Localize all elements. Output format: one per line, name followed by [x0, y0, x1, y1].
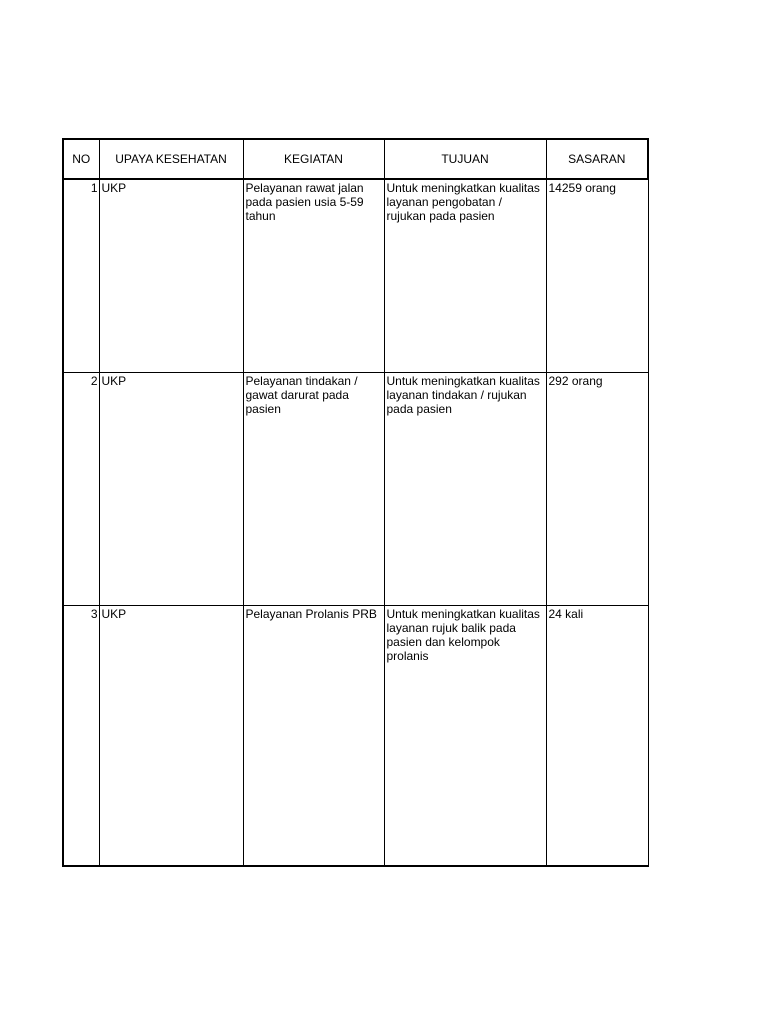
cell-kegiatan: Pelayanan tindakan / gawat darurat pada pasien [243, 372, 384, 605]
cell-upaya-kesehatan: UKP [99, 179, 243, 372]
cell-tujuan: Untuk meningkatkan kualitas layanan rujuk balik pada pasien dan kelompok prolanis [384, 605, 546, 866]
table-body [63, 179, 648, 866]
header-upaya-kesehatan: UPAYA KESEHATAN [99, 139, 243, 179]
cell-kegiatan: Pelayanan rawat jalan pada pasien usia 5-59 tahun [243, 179, 384, 372]
header-tujuan: TUJUAN [384, 139, 546, 179]
cell-sasaran: 24 kali [546, 605, 648, 866]
cell-no: 1 [63, 179, 99, 372]
cell-upaya-kesehatan: UKP [99, 372, 243, 605]
header-no: NO [63, 139, 99, 179]
table-row [63, 372, 648, 605]
cell-no: 3 [63, 605, 99, 866]
cell-no: 2 [63, 372, 99, 605]
header-sasaran: SASARAN [546, 139, 648, 179]
table-header [63, 139, 648, 179]
table-row [63, 605, 648, 866]
cell-upaya-kesehatan: UKP [99, 605, 243, 866]
cell-kegiatan: Pelayanan Prolanis PRB [243, 605, 384, 866]
header-row [63, 139, 648, 179]
header-kegiatan: KEGIATAN [243, 139, 384, 179]
program-table [62, 138, 649, 867]
cell-sasaran: 292 orang [546, 372, 648, 605]
table-row [63, 179, 648, 372]
cell-sasaran: 14259 orang [546, 179, 648, 372]
cell-tujuan: Untuk meningkatkan kualitas layanan pengobatan / rujukan pada pasien [384, 179, 546, 372]
cell-tujuan: Untuk meningkatkan kualitas layanan tindakan / rujukan pada pasien [384, 372, 546, 605]
